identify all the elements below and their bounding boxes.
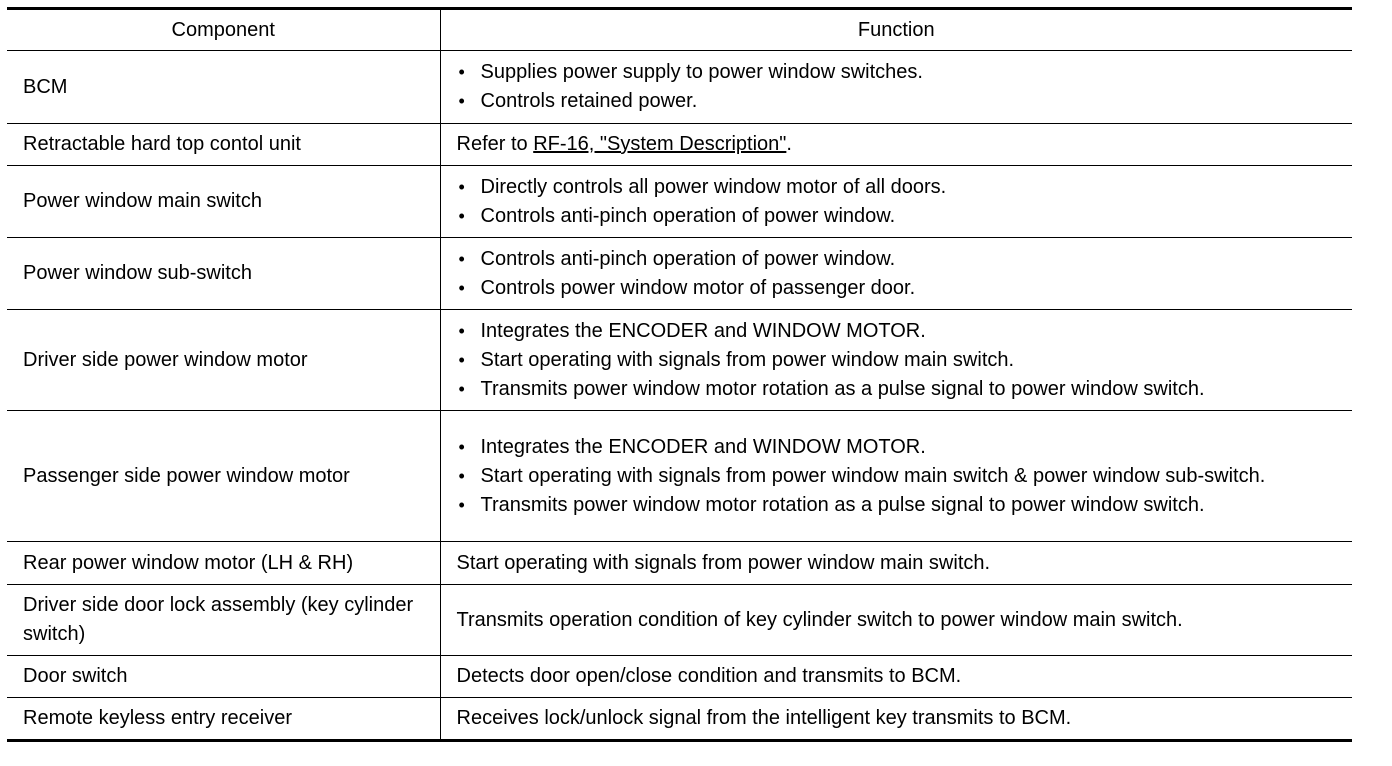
component-cell: Driver side power window motor <box>7 310 440 411</box>
function-list <box>457 433 1345 520</box>
list-item: • Transmits power window motor rotation as a pulse signal to power window switch. <box>457 491 1345 520</box>
list-item: • Directly controls all power window motor of all doors. <box>457 173 1345 202</box>
ref-suffix: . <box>786 133 792 155</box>
list-item: • Controls anti-pinch operation of power window. <box>457 245 1345 274</box>
component-cell: Power window sub-switch <box>7 238 440 310</box>
component-function-table <box>7 7 1352 742</box>
component-cell: Passenger side power window motor <box>7 411 440 542</box>
table-row <box>7 51 1352 124</box>
list-item: • Integrates the ENCODER and WINDOW MOTOR. <box>457 433 1345 462</box>
function-cell: Receives lock/unlock signal from the intelligent key transmits to BCM. <box>440 698 1352 741</box>
function-cell <box>440 310 1352 411</box>
reference-link[interactable]: RF-16, "System Description" <box>533 133 787 155</box>
function-list <box>457 245 1345 303</box>
function-list <box>457 58 1345 116</box>
list-item: • Start operating with signals from power window main switch. <box>457 346 1345 375</box>
table-header <box>7 9 1352 51</box>
function-cell <box>440 51 1352 124</box>
component-cell: BCM <box>7 51 440 124</box>
list-item: • Integrates the ENCODER and WINDOW MOTOR. <box>457 317 1345 346</box>
function-list <box>457 173 1345 231</box>
component-cell: Driver side door lock assembly (key cylinder switch) <box>7 585 440 656</box>
function-cell: Transmits operation condition of key cylinder switch to power window main switch. <box>440 585 1352 656</box>
table-row <box>7 698 1352 741</box>
list-item: • Controls power window motor of passenger door. <box>457 274 1345 303</box>
list-item: • Controls retained power. <box>457 87 1345 116</box>
table-row <box>7 124 1352 166</box>
table-row <box>7 238 1352 310</box>
header-component: Component <box>7 9 440 51</box>
ref-prefix: Refer to <box>456 133 534 155</box>
component-cell: Remote keyless entry receiver <box>7 698 440 741</box>
component-cell: Retractable hard top contol unit <box>7 124 440 166</box>
table-row <box>7 166 1352 238</box>
header-function: Function <box>440 9 1352 51</box>
list-item: • Supplies power supply to power window switches. <box>457 58 1345 87</box>
function-cell <box>440 124 1352 166</box>
table-row <box>7 585 1352 656</box>
function-cell: Start operating with signals from power window main switch. <box>440 542 1352 585</box>
table-row <box>7 411 1352 542</box>
table-row <box>7 656 1352 698</box>
function-list <box>457 317 1345 404</box>
component-cell: Rear power window motor (LH & RH) <box>7 542 440 585</box>
list-item: • Start operating with signals from power window main switch & power window sub-switch. <box>457 462 1345 491</box>
component-cell: Door switch <box>7 656 440 698</box>
function-cell: Detects door open/close condition and transmits to BCM. <box>440 656 1352 698</box>
component-cell: Power window main switch <box>7 166 440 238</box>
list-item: • Transmits power window motor rotation as a pulse signal to power window switch. <box>457 375 1345 404</box>
table-row <box>7 542 1352 585</box>
function-cell <box>440 166 1352 238</box>
list-item: • Controls anti-pinch operation of power window. <box>457 202 1345 231</box>
table-row <box>7 310 1352 411</box>
header-row <box>7 9 1352 51</box>
table-body <box>7 51 1352 741</box>
function-cell <box>440 411 1352 542</box>
function-cell <box>440 238 1352 310</box>
